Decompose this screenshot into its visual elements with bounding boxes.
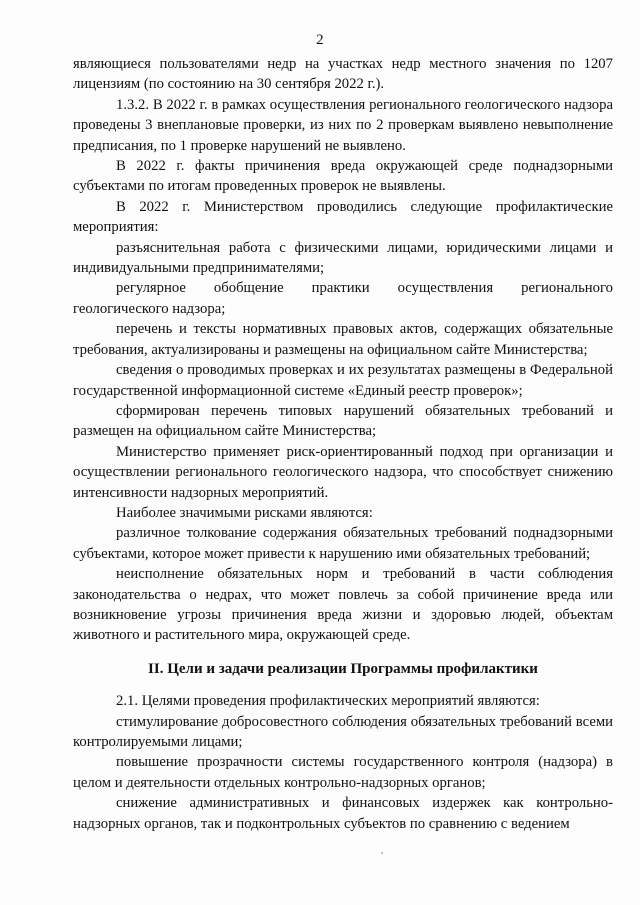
paragraph: Наиболее значимыми рисками являются:	[116, 504, 373, 521]
list-item: снижение административных и финансовых издержек как контрольно-надзорных органов, так и подконтрольных субъектов по сравнению с ведением	[73, 795, 613, 832]
paragraph: 2.1. Целями проведения профилактических мероприятий являются:	[116, 693, 540, 710]
list-item: регулярное обобщение практики осуществления регионального геологического надзора;	[73, 280, 613, 317]
list-item: различное толкование содержания обязательных требований поднадзорными субъектами, которое может привести к нарушению ими обязательных требований;	[73, 525, 613, 562]
paragraph: В 2022 г. факты причинения вреда окружающей среде поднадзорными субъектами по итогам проведенных проверок не выявлены.	[73, 158, 613, 195]
page-number: 2	[316, 32, 324, 48]
paragraph: В 2022 г. Министерством проводились следующие профилактические мероприятия:	[73, 198, 613, 236]
scan-speck	[381, 852, 383, 854]
list-item: неисполнение обязательных норм и требований в части соблюдения законодательства о недрах, что может повлечь за собой причинение вреда или возникновение угрозы причинения вреда жизни и здоровью людей, объектам животного и растительного мира, окружающей среде.	[73, 566, 613, 644]
list-item: повышение прозрачности системы государственного контроля (надзора) в целом и деятельности отдельных контрольно-надзорных органов;	[73, 754, 613, 791]
list-item: разъяснительная работа с физическими лицами, юридическими лицами и индивидуальными предпринимателями;	[73, 239, 613, 277]
document-body	[73, 54, 613, 834]
paragraph: 1.3.2. В 2022 г. в рамках осуществления регионального геологического надзора проведены 3 внеплановые проверки, из них по 2 проверкам выявлено невыполнение предписания, по 1 проверке нарушений не выявлено.	[73, 96, 613, 154]
list-item: сформирован перечень типовых нарушений обязательных требований и размещен на официальном сайте Министерства;	[73, 402, 613, 440]
list-item: стимулирование добросовестного соблюдения обязательных требований всеми контролируемыми лицами;	[73, 713, 613, 750]
section-heading: II. Цели и задачи реализации Программы профилактики	[148, 660, 538, 677]
paragraph: Министерство применяет риск-ориентированный подход при организации и осуществлении регионального геологического надзора, что способствует снижению интенсивности надзорных мероприятий.	[73, 443, 613, 501]
list-item: сведения о проводимых проверках и их результатах размещены в Федеральной государственной информационной системе «Единый реестр проверок»;	[73, 362, 613, 399]
paragraph: являющиеся пользователями недр на участках недр местного значения по 1207 лицензиям (по состоянию на 30 сентября 2022 г.).	[73, 56, 613, 93]
list-item: перечень и тексты нормативных правовых актов, содержащих обязательные требования, актуализированы и размещены на официальном сайте Министерства;	[73, 321, 613, 358]
